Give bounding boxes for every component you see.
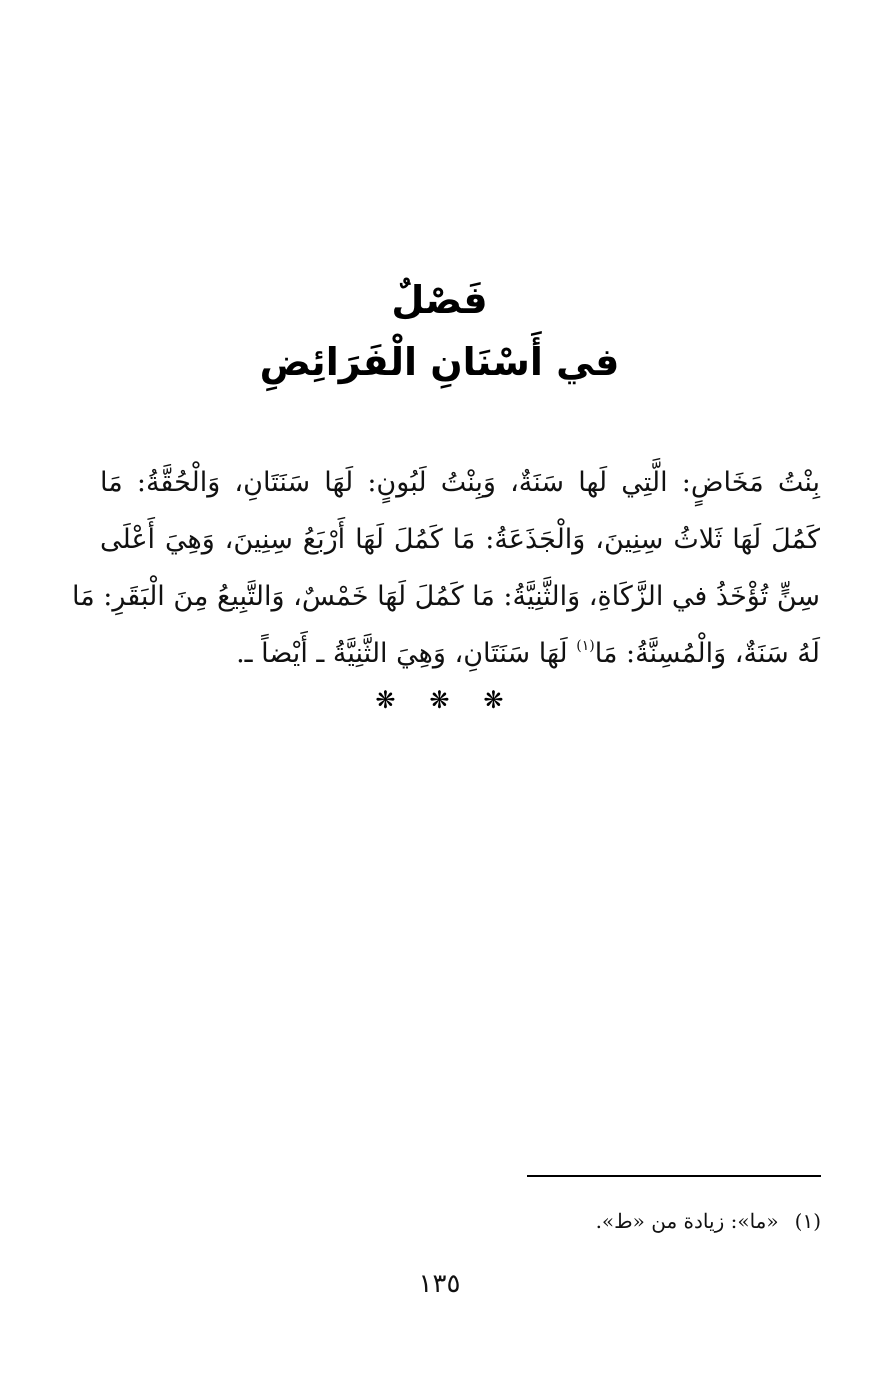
footnote-divider	[527, 1175, 821, 1177]
asterisk-ornament-icon: ❋	[429, 686, 450, 714]
body-paragraph	[72, 454, 820, 682]
section-title: فَصْلٌ	[391, 278, 488, 322]
body-line: سِنٍّ تُؤْخَذُ في الزَّكَاةِ، وَالثَّنِيَّةُ: مَا كَمُلَ لَهَا خَمْسٌ، وَالتَّبِيعُ مِنَ الْبَقَرِ: مَا	[72, 581, 820, 612]
section-separator	[0, 686, 879, 714]
body-line-part: لَهَا سَنَتَانِ، وَهِيَ الثَّنِيَّةُ ـ أَيْضاً ـ.	[236, 638, 577, 669]
footnote-text: «ما»: زيادة من «ط».	[595, 1209, 779, 1233]
footnote	[596, 1204, 821, 1238]
section-subtitle: في أَسْنَانِ الْفَرَائِضِ	[259, 340, 620, 384]
body-line: بِنْتُ مَخَاضٍ: الَّتِي لَها سَنَةٌ، وَبِنْتُ لَبُونٍ: لَهَا سَنَتَانِ، وَالْحُقَّةُ: مَا	[100, 467, 820, 498]
body-line: كَمُلَ لَهَا ثَلاثُ سِنِينَ، وَالْجَذَعَةُ: مَا كَمُلَ لَهَا أَرْبَعُ سِنِينَ، وَهِيَ أَعْلَى	[100, 524, 820, 555]
asterisk-ornament-icon: ❋	[483, 686, 504, 714]
footnote-reference[interactable]: (١)	[576, 638, 595, 654]
asterisk-ornament-icon: ❋	[375, 686, 396, 714]
page-number: ١٣٥	[418, 1269, 461, 1299]
footnote-number: (١)	[794, 1209, 821, 1233]
body-line	[100, 625, 820, 682]
body-line-part: لَهُ سَنَةٌ، وَالْمُسِنَّةُ: مَا	[594, 638, 820, 669]
